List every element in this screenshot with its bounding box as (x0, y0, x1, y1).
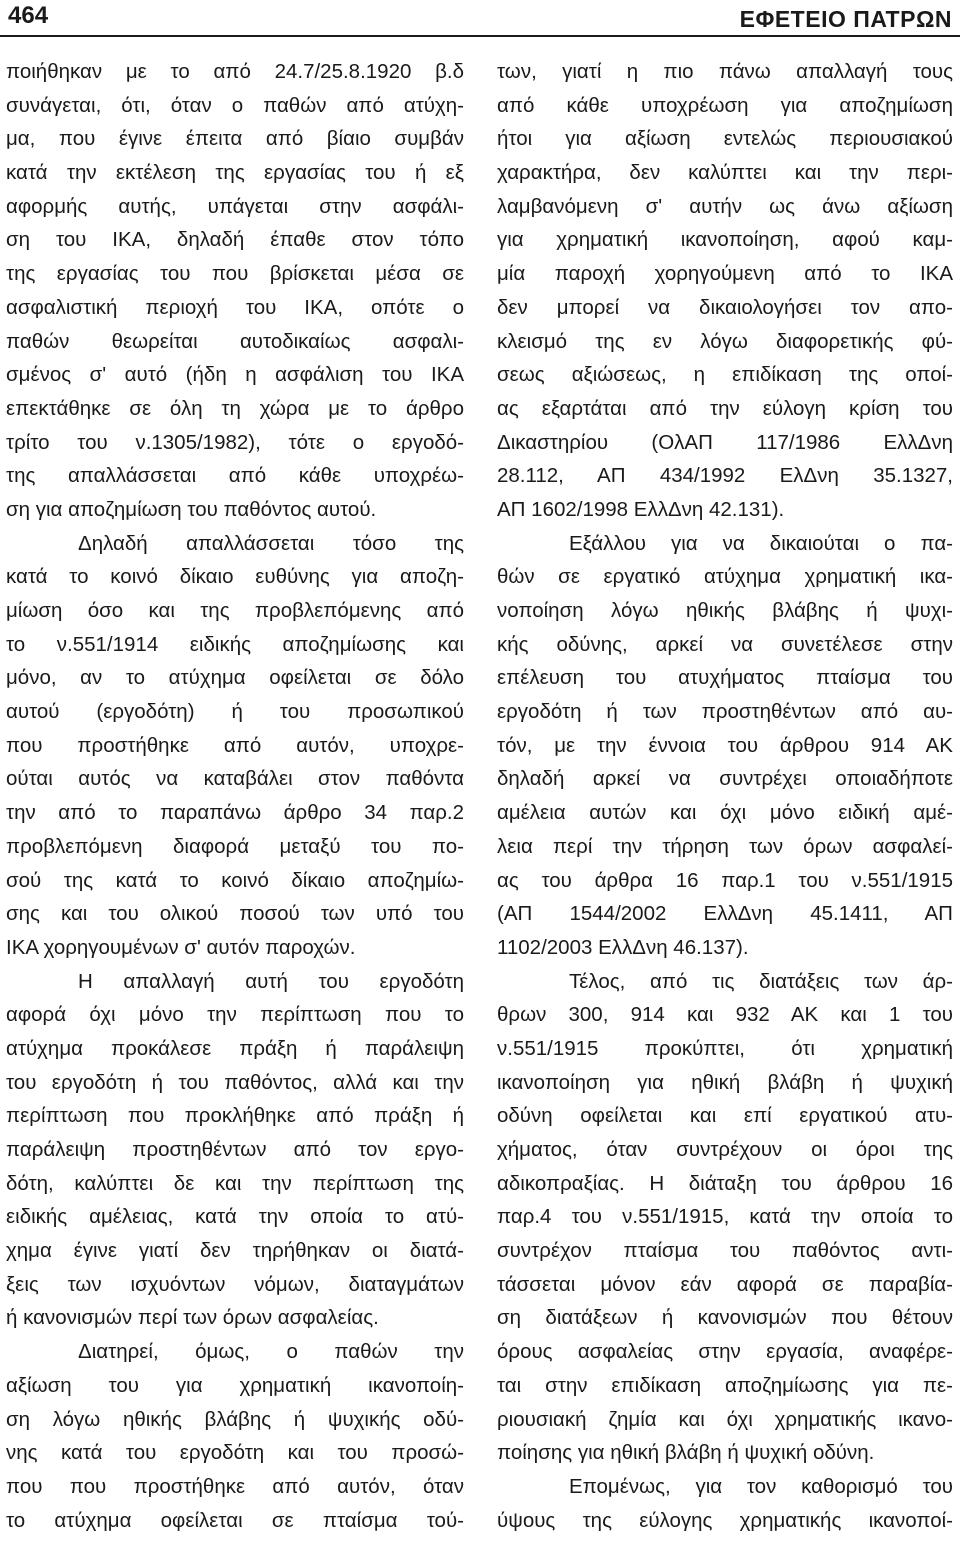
text-line: σης και του ολικού ποσού των υπό του (6, 902, 464, 926)
text-line: Εξάλλου για να δικαιούται ο πα- (569, 531, 953, 555)
text-line: ση λόγω ηθικής βλάβης ή ψυχικής οδύ- (6, 1407, 464, 1431)
text-line: Τέλος, από τις διατάξεις των άρ- (569, 969, 953, 993)
text-line: μα, που έγινε έπειτα από βίαιο συμβάν (6, 127, 464, 151)
text-line: προβλεπόμενη διαφορά μεταξύ του πο- (6, 834, 464, 858)
text-line: ύψους της εύλογης χρηματικής ικανοποί- (497, 1508, 953, 1532)
text-line: θρων 300, 914 και 932 ΑΚ και 1 του (497, 1003, 953, 1027)
text-line: ΙΚΑ χορηγουμένων σ' αυτόν παροχών. (6, 935, 356, 959)
text-line: Η απαλλαγή αυτή του εργοδότη (78, 969, 464, 993)
text-line: σεως αξιώσεως, η επιδίκαση της οποί- (497, 363, 953, 387)
text-line: Δηλαδή απαλλάσσεται τόσο της (78, 531, 464, 555)
text-line: δότη, καλύπτει δε και την περίπτωση της (6, 1171, 464, 1195)
text-line: νης κατά του εργοδότη και του προσώ- (6, 1441, 464, 1465)
text-line: 1102/2003 ΕλλΔνη 46.137). (497, 935, 749, 959)
text-line: Δικαστηρίου (ΟλΑΠ 117/1986 ΕλλΔνη (497, 430, 953, 454)
text-line: από κάθε υποχρέωση για αποζημίωση (497, 93, 953, 117)
text-line: σού της κατά το κοινό δίκαιο αποζημίω- (6, 868, 464, 892)
text-line: χαρακτήρα, δεν καλύπτει και την περι- (497, 161, 953, 185)
text-line: ή κανονισμών περί των όρων ασφαλείας. (6, 1306, 379, 1330)
text-line: αφορά όχι μόνο την περίπτωση που το (6, 1003, 464, 1027)
text-line: ση του ΙΚΑ, δηλαδή έπαθε στον τόπο (6, 228, 464, 252)
text-line: λεια περί την τήρηση των όρων ασφαλεί- (497, 834, 953, 858)
text-line: επέλευση του ατυχήματος πταίσμα του (497, 666, 953, 690)
text-line: που που προστήθηκε από αυτόν, όταν (6, 1474, 464, 1498)
text-line: οδύνη οφείλεται και επί εργατικού ατυ- (497, 1104, 953, 1128)
text-line: την από το παραπάνω άρθρο 34 παρ.2 (6, 801, 464, 825)
running-head: ΕΦΕΤΕΙΟ ΠΑΤΡΩΝ (739, 6, 952, 32)
text-line: όρους ασφαλείας στην εργασία, αναφέρε- (497, 1340, 953, 1364)
text-line: που προστήθηκε από αυτόν, υποχρε- (6, 733, 464, 757)
left-column (6, 55, 464, 1537)
text-line: εργοδότη ή των προστηθέντων από αυ- (497, 700, 953, 724)
text-line: (ΑΠ 1544/2002 ΕλλΔνη 45.1411, ΑΠ (497, 902, 953, 926)
text-line: δεν μπορεί να δικαιολογήσει τον απο- (497, 295, 953, 319)
text-line: τρίτο του ν.1305/1982), τότε ο εργοδό- (6, 430, 464, 454)
text-line: κατά το κοινό δίκαιο ευθύνης για αποζη- (6, 565, 464, 589)
text-line: νοποίηση λόγω ηθικής βλάβης ή ψυχι- (497, 599, 953, 622)
page-header (0, 0, 960, 40)
text-line: τάσσεται μόνον εάν αφορά σε παραβία- (497, 1272, 953, 1296)
text-line: ξεις των ισχυόντων νόμων, διαταγμάτων (6, 1272, 464, 1296)
text-line: του εργοδότη ή του παθόντος, αλλά και την (6, 1070, 464, 1094)
text-line: ειδικής αμέλειας, κατά την οποία το ατύ- (6, 1205, 464, 1229)
text-line: της εργασίας του που βρίσκεται μέσα σε (6, 262, 464, 286)
text-line: 28.112, ΑΠ 434/1992 ΕλΔνη 35.1327, (497, 464, 953, 488)
text-line: ασφαλιστική περιοχή του ΙΚΑ, οπότε ο (6, 295, 464, 319)
text-line: ας εξαρτάται από την εύλογη κρίση του (497, 396, 953, 420)
text-line: ούται αυτός να καταβάλει στον παθόντα (6, 767, 464, 791)
right-column (497, 55, 953, 1537)
text-line: περίπτωση που προκλήθηκε από πράξη ή (6, 1104, 464, 1128)
text-line: χήματος, όταν συντρέχουν οι όροι της (497, 1138, 953, 1161)
text-line: Διατηρεί, όμως, ο παθών την (78, 1340, 464, 1364)
text-line: ται στην επιδίκαση αποζημίωσης για πε- (497, 1373, 953, 1397)
text-line: χημα έγινε γιατί δεν τηρήθηκαν οι διατά- (6, 1239, 464, 1263)
header-rule (0, 35, 960, 37)
text-line: ση για αποζημίωση του παθόντος αυτού. (6, 497, 377, 521)
text-line: ήτοι για αξίωση εντελώς περιουσιακού (497, 127, 953, 151)
text-line: της απαλλάσσεται από κάθε υποχρέω- (6, 464, 464, 488)
text-line: ατύχημα προκάλεσε πράξη ή παράλειψη (6, 1036, 464, 1060)
text-line: ριουσιακή ζημία και όχι χρηματικής ικανο- (497, 1407, 953, 1431)
text-line: ν.551/1915 προκύπτει, ότι χρηματική (497, 1036, 953, 1060)
text-line: Επομένως, για τον καθορισμό του (569, 1474, 953, 1498)
text-line: σμένος σ' αυτό (ήδη η ασφάλιση του ΙΚΑ (6, 363, 464, 387)
text-line: αυτού (εργοδότη) ή του προσωπικού (6, 700, 464, 724)
text-line: μία παροχή χορηγούμενη από το ΙΚΑ (497, 262, 953, 286)
text-line: κλεισμό της εν λόγω διαφορετικής φύ- (497, 329, 953, 353)
text-line: το ατύχημα οφείλεται σε πταίσμα τού- (6, 1508, 464, 1532)
text-line: για χρηματική ικανοποίηση, αφού καμ- (497, 228, 953, 252)
text-line: παράλειψη προστηθέντων από τον εργο- (6, 1138, 464, 1161)
text-line: αξίωση του για χρηματική ικανοποίη- (6, 1373, 464, 1397)
text-line: ποίησης για ηθική βλάβη ή ψυχική οδύνη. (497, 1441, 875, 1465)
text-line: παθών θεωρείται αυτοδικαίως ασφαλι- (6, 329, 464, 353)
text-line: των, γιατί η πιο πάνω απαλλαγή τους (497, 60, 953, 83)
text-line: μόνο, αν το ατύχημα οφείλεται σε δόλο (6, 666, 464, 690)
text-line: μίωση όσο και της προβλεπόμενης από (6, 599, 464, 622)
text-line: ικανοποίηση για ηθική βλάβη ή ψυχική (497, 1070, 953, 1094)
text-line: λαμβανόμενη σ' αυτήν ως άνω αξίωση (497, 194, 953, 218)
text-line: το ν.551/1914 ειδικής αποζημίωσης και (6, 632, 464, 656)
page-number: 464 (8, 2, 49, 29)
text-line: κής οδύνης, αρκεί να συνετέλεσε στην (497, 632, 953, 656)
text-line: δηλαδή αρκεί να συντρέχει οποιαδήποτε (497, 767, 953, 791)
text-line: τόν, με την έννοια του άρθρου 914 ΑΚ (497, 733, 953, 757)
text-line: ποιήθηκαν με το από 24.7/25.8.1920 β.δ (6, 60, 464, 83)
text-line: συνάγεται, ότι, όταν ο παθών από ατύχη- (6, 93, 464, 117)
text-line: αδικοπραξίας. Η διάταξη του άρθρου 16 (497, 1171, 953, 1195)
text-line: επεκτάθηκε σε όλη τη χώρα με το άρθρο (6, 396, 464, 420)
text-line: συντρέχον πταίσμα του παθόντος αντι- (497, 1239, 953, 1263)
text-line: αφορμής αυτής, υπάγεται στην ασφάλι- (6, 194, 464, 218)
text-line: αμέλεια αυτών και όχι μόνο ειδική αμέ- (497, 801, 953, 825)
text-line: ας του άρθρα 16 παρ.1 του ν.551/1915 (497, 868, 953, 892)
text-line: κατά την εκτέλεση της εργασίας του ή εξ (6, 161, 464, 185)
text-line: ΑΠ 1602/1998 ΕλλΔνη 42.131). (497, 497, 785, 521)
text-line: παρ.4 του ν.551/1915, κατά την οποία το (497, 1205, 953, 1229)
text-line: θών σε εργατικό ατύχημα χρηματική ικα- (497, 565, 953, 589)
text-line: ση διατάξεων ή κανονισμών που θέτουν (497, 1306, 953, 1330)
